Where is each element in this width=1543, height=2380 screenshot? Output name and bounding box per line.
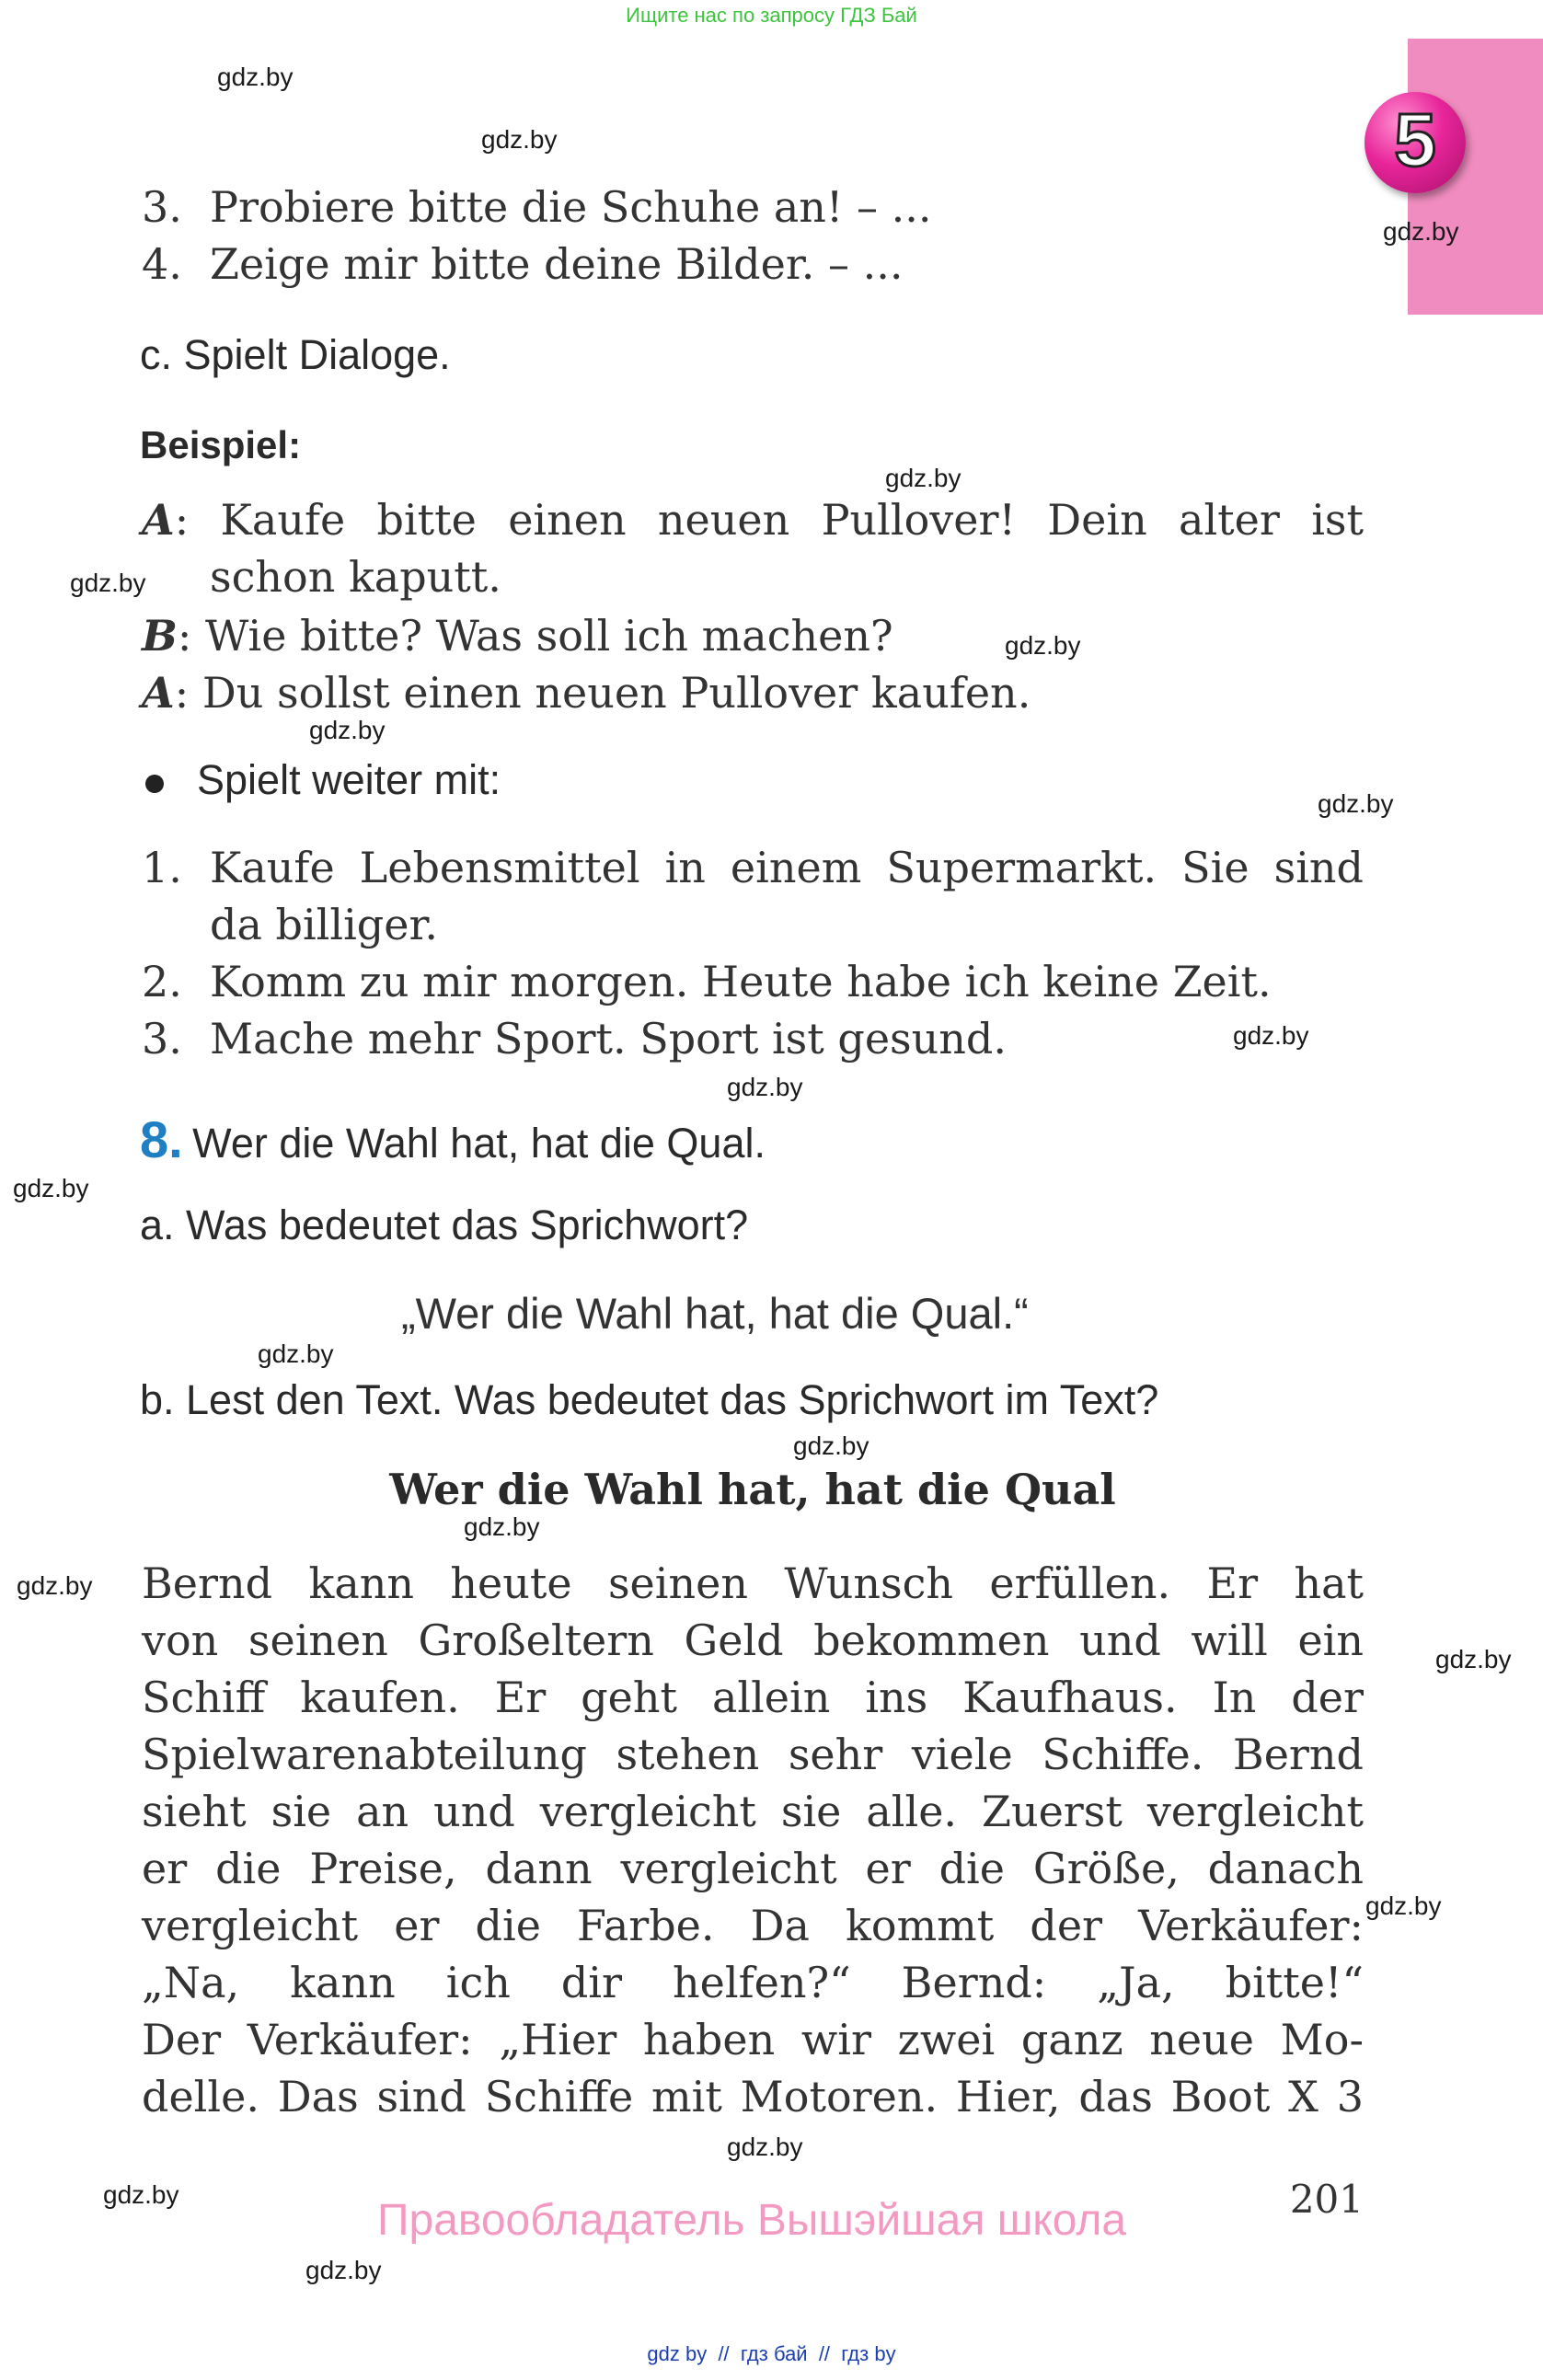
- dialog-line: A: Du sollst einen neuen Pullover kaufen.: [142, 668, 1031, 718]
- bullet-icon: [145, 775, 164, 793]
- exercise-title: Wer die Wahl hat, hat die Qual.: [192, 1120, 766, 1167]
- list-item-text: Probiere bitte die Schuhe an! – ...: [210, 182, 932, 232]
- watermark: gdz.by: [885, 464, 961, 492]
- paragraph-line: von seinen Großeltern Geld bekommen und will ein: [142, 1615, 1364, 1665]
- list-item-text: Mache mehr Sport. Sport ist gesund.: [210, 1014, 1007, 1064]
- speaker-label: A: [142, 668, 175, 718]
- speaker-label: B: [142, 611, 178, 661]
- text-title: Wer die Wahl hat, hat die Qual: [389, 1465, 1116, 1514]
- list-item-number: 3.: [142, 1014, 182, 1064]
- list-item-continuation: da billiger.: [210, 900, 439, 949]
- watermark: gdz.by: [309, 716, 386, 744]
- chapter-number: 5: [1394, 98, 1436, 182]
- watermark: gdz.by: [1318, 789, 1394, 818]
- top-banner: Ищите нас по запросу ГДЗ Бай: [626, 4, 917, 27]
- watermark: gdz.by: [17, 1571, 93, 1600]
- paragraph-line: vergleicht er die Farbe. Da kommt der Verkäufer:: [142, 1901, 1364, 1950]
- list-item-number: 2.: [142, 957, 182, 1006]
- list-item: [142, 957, 1365, 1006]
- watermark: gdz.by: [103, 2180, 179, 2209]
- dialog-line-continuation: schon kaputt.: [210, 552, 501, 602]
- list-item-number: 1.: [142, 843, 182, 892]
- list-item: [142, 182, 1338, 232]
- watermark: gdz.by: [217, 63, 294, 91]
- watermark: gdz.by: [727, 1073, 803, 1101]
- list-item-text: Zeige mir bitte deine Bilder. – ...: [210, 239, 904, 289]
- beispiel-label: Beispiel:: [140, 423, 302, 466]
- list-item-number: 4.: [142, 239, 182, 289]
- list-item: [142, 239, 1338, 289]
- list-item-number: 3.: [142, 182, 182, 232]
- watermark: gdz.by: [1005, 631, 1081, 660]
- exercise-number: 8.: [140, 1110, 183, 1168]
- list-item-text: Kaufe Lebensmittel in einem Supermarkt. Sie sind: [210, 843, 1364, 892]
- exercise-heading: [140, 1110, 766, 1169]
- dialog-text: Du sollst einen neuen Pullover kaufen.: [202, 668, 1031, 718]
- paragraph-line: „Na, kann ich dir helfen?“ Bernd: „Ja, bitte!“: [142, 1958, 1364, 2007]
- paragraph-line: Der Verkäufer: „Hier haben wir zwei ganz neue Mo-: [142, 2015, 1364, 2064]
- watermark: gdz.by: [1233, 1021, 1309, 1050]
- dialog-text: Kaufe bitte einen neuen Pullover! Dein alter ist: [220, 495, 1365, 545]
- paragraph-line: Schiff kaufen. Er geht allein ins Kaufhaus. In der: [142, 1673, 1364, 1722]
- speaker-label: A: [142, 495, 175, 545]
- watermark: gdz.by: [70, 569, 146, 597]
- paragraph-line: sieht sie an und vergleicht sie alle. Zuerst vergleicht: [142, 1787, 1364, 1836]
- section-c-heading: c. Spielt Dialoge.: [140, 331, 451, 378]
- dialog-line: A: Kaufe bitte einen neuen Pullover! Dein alter ist: [142, 495, 1365, 545]
- list-item-text: Komm zu mir morgen. Heute habe ich keine Zeit.: [210, 957, 1272, 1006]
- dialog-line: B: Wie bitte? Was soll ich machen?: [142, 611, 893, 661]
- watermark: gdz.by: [1435, 1645, 1512, 1673]
- chapter-badge: [1365, 92, 1466, 193]
- bullet-text: Spielt weiter mit:: [197, 756, 501, 803]
- list-item: [142, 843, 1364, 892]
- paragraph-line: delle. Das sind Schiffe mit Motoren. Hier, das Boot X 3: [142, 2072, 1364, 2121]
- watermark: gdz.by: [464, 1512, 540, 1541]
- watermark: gdz.by: [481, 125, 558, 154]
- watermark: gdz.by: [793, 1431, 869, 1460]
- paragraph-line: Bernd kann heute seinen Wunsch erfüllen. Er hat: [142, 1558, 1364, 1608]
- proverb-quote: „Wer die Wahl hat, hat die Qual.“: [401, 1289, 1029, 1338]
- copyright-notice: Правообладатель Вышэйшая школа: [377, 2196, 1127, 2245]
- bottom-links[interactable]: gdz by // гдз бай // гдз by: [647, 2342, 896, 2365]
- watermark: gdz.by: [1383, 217, 1459, 246]
- list-item: [142, 1014, 1338, 1064]
- watermark: gdz.by: [727, 2133, 803, 2161]
- section-a-heading: a. Was bedeutet das Sprichwort?: [140, 1201, 749, 1248]
- paragraph-line: Spielwarenabteilung stehen sehr viele Schiffe. Bernd: [142, 1730, 1364, 1779]
- watermark: gdz.by: [258, 1339, 334, 1368]
- watermark: gdz.by: [305, 2256, 382, 2284]
- section-b-heading: b. Lest den Text. Was bedeutet das Sprichwort im Text?: [140, 1376, 1159, 1423]
- dialog-text: Wie bitte? Was soll ich machen?: [205, 611, 893, 661]
- watermark: gdz.by: [13, 1174, 89, 1202]
- paragraph-line: er die Preise, dann vergleicht er die Größe, danach: [142, 1844, 1364, 1893]
- page-number: 201: [1289, 2177, 1364, 2222]
- watermark: gdz.by: [1365, 1891, 1442, 1920]
